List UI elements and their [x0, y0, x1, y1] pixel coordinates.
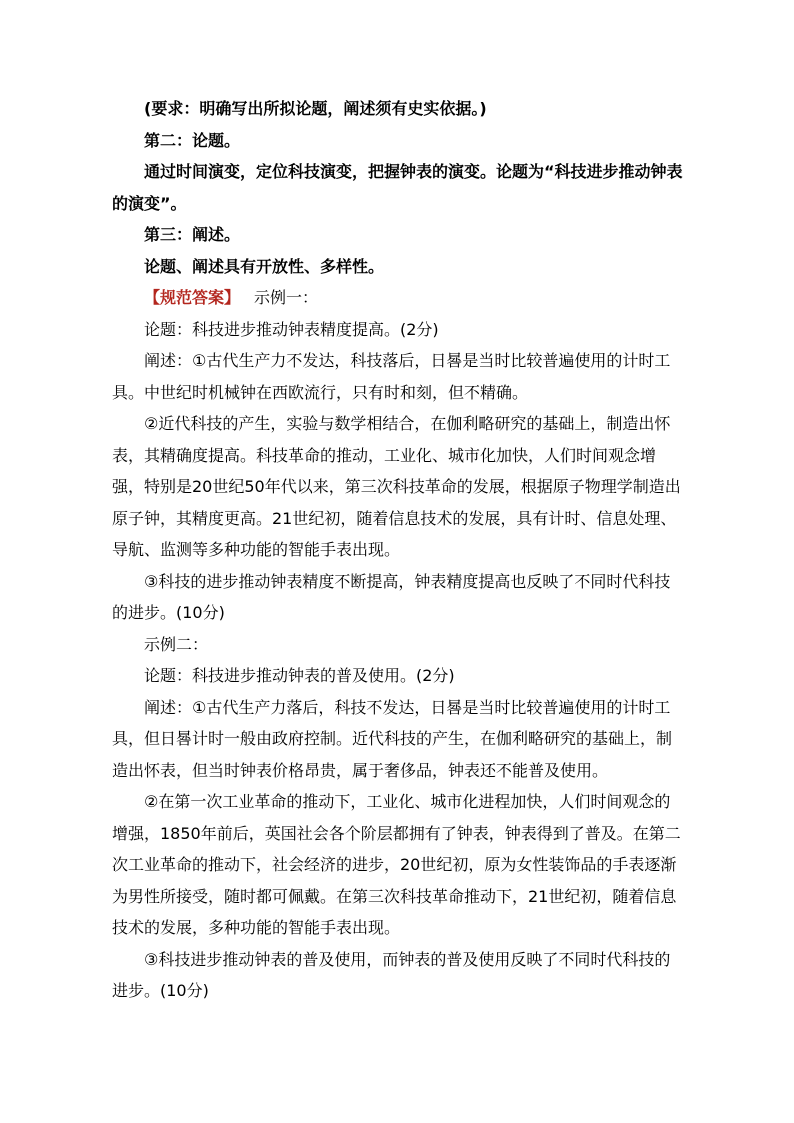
step2-label: 第二：论题。 [144, 130, 241, 150]
step3-label: 第三：阐述。 [144, 225, 241, 244]
requirement-note: (要求：明确写出所拟论题，阐述须有史实依据。) [144, 99, 487, 118]
example2-label: 示例二： [144, 634, 209, 654]
ex1-paragraph-3: ③科技的进步推动钟表精度不断提高，钟表精度提高也反映了不同时代科技的进步。(10分) [112, 571, 671, 622]
document-page [112, 93, 684, 1007]
ex2-thesis: 论题：科技进步推动钟表的普及使用。(2分) [144, 666, 455, 685]
ex2-paragraph-1: 阐述：①古代生产力落后，科技不发达，日晷是当时比较普遍使用的计时工具，但日晷计时一般由政府控制。近代科技的产生，在伽利略研究的基础上，制造出怀表，但当时钟表价格昂贵，属于奢侈品，钟表还不能普及使用。 [112, 697, 673, 780]
example1-label: 示例一： [254, 288, 319, 307]
ex1-paragraph-1: 阐述：①古代生产力不发达，科技落后，日晷是当时比较普遍使用的计时工具。中世纪时机械钟在西欧流行，只有时和刻，但不精确。 [112, 351, 671, 402]
ex2-paragraph-2: ②在第一次工业革命的推动下，工业化、城市化进程加快，人们时间观念的增强，1850年前后，英国社会各个阶层都拥有了钟表，钟表得到了普及。在第二次工业革命的推动下，社会经济的进步，20世纪初，原为女性装饰品的手表逐渐为男性所接受，随时都可佩戴。在第三次科技革命推动下，21世纪初，随着信息技术的发展，多种功能的智能手表出现。 [112, 792, 681, 937]
answer-tag: 【规范答案】 [144, 288, 241, 307]
answer-header [112, 282, 684, 314]
ex1-thesis: 论题：科技进步推动钟表精度提高。(2分) [144, 319, 439, 339]
ex1-paragraph-2: ②近代科技的产生，实验与数学相结合，在伽利略研究的基础上，制造出怀表，其精确度提高。科技革命的推动，工业化、城市化加快，人们时间观念增强，特别是20世纪50年代以来，第三次科技革命的发展，根据原子物理学制造出原子钟，其精度更高。21世纪初，随着信息技术的发展，具有计时、信息处理、导航、监测等多种功能的智能手表出现。 [112, 414, 681, 559]
step3-text: 论题、阐述具有开放性、多样性。 [144, 256, 385, 276]
ex2-paragraph-3: ③科技进步推动钟表的普及使用，而钟表的普及使用反映了不同时代科技的进步。(10分) [112, 949, 671, 1000]
step2-text: 通过时间演变，定位科技演变，把握钟表的演变。论题为“科技进步推动钟表的演变”。 [112, 162, 683, 213]
